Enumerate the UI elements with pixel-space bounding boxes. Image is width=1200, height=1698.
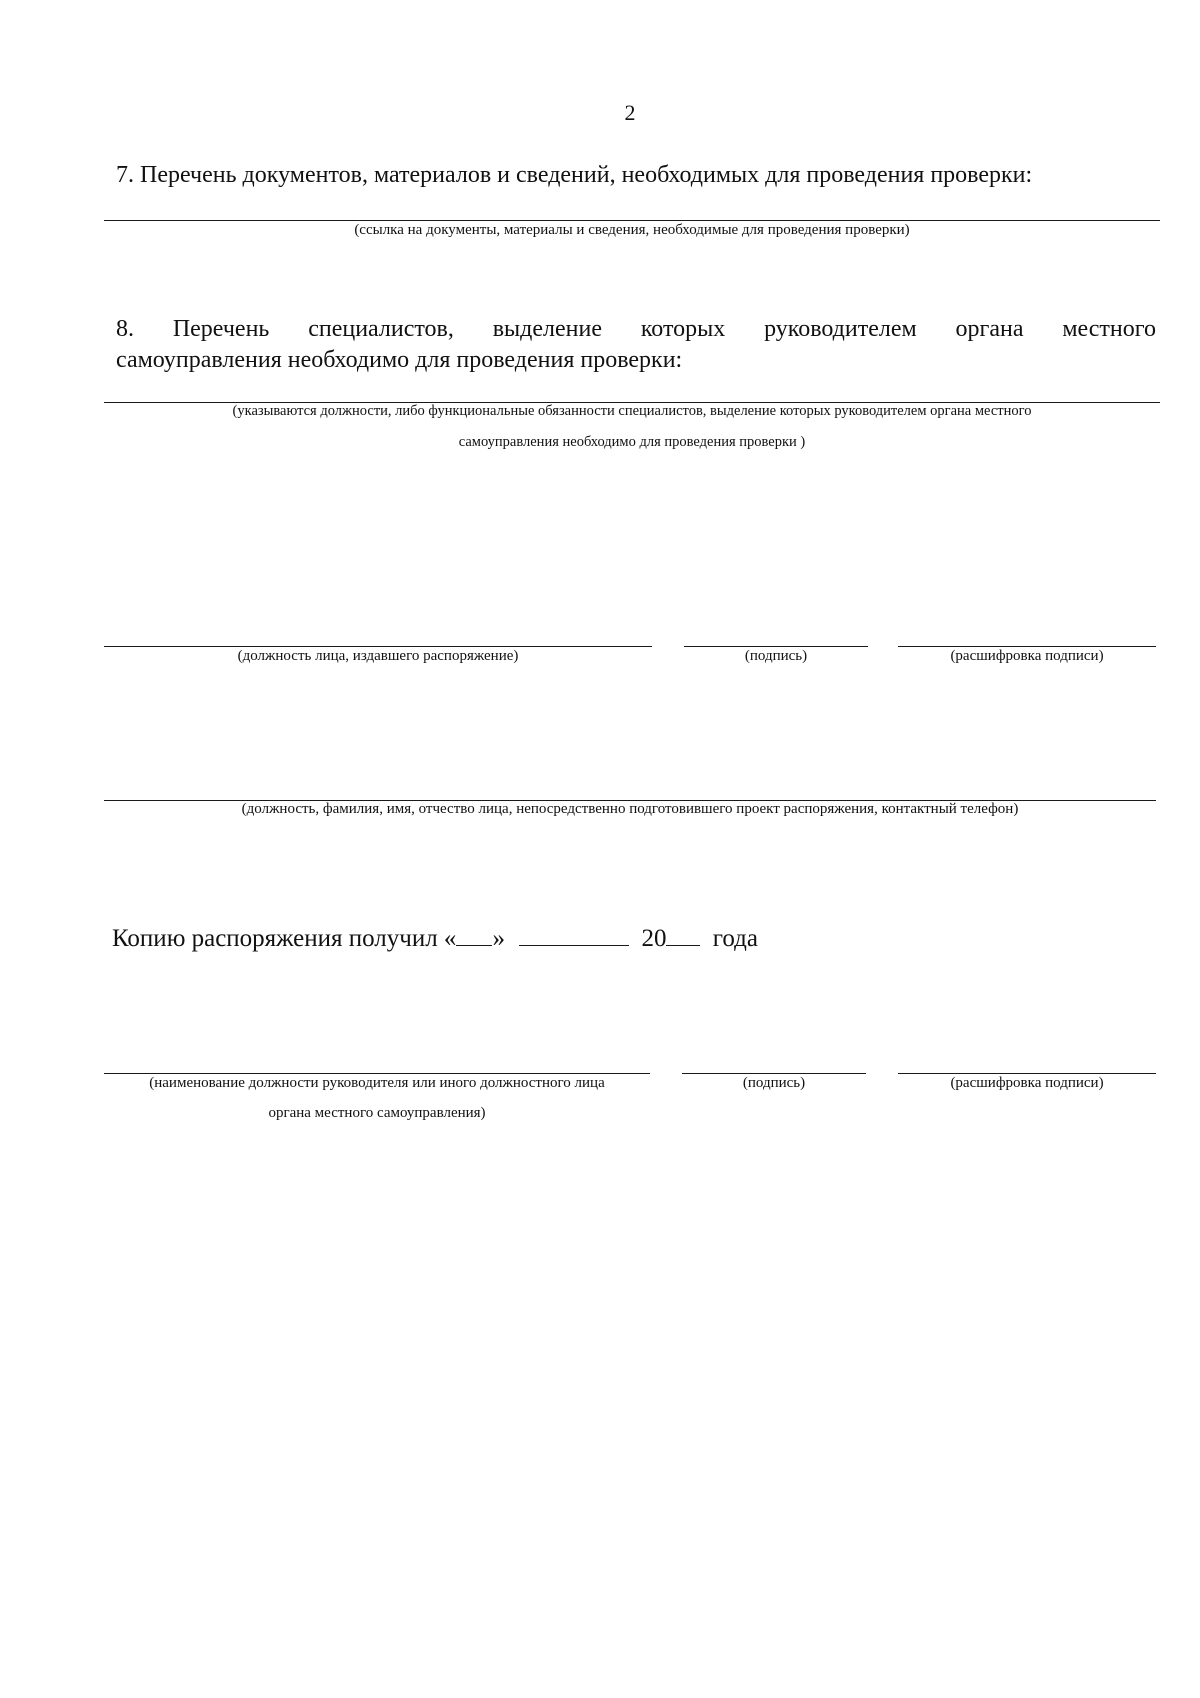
issuer-signature-caption: (подпись) bbox=[744, 648, 808, 664]
section-8-caption-line-1: (указываются должности, либо функциональные обязанности специалистов, выделение которых руководителем органа местного bbox=[232, 403, 1032, 419]
copy-received-month-field[interactable] bbox=[519, 923, 629, 946]
page-number: 2 bbox=[624, 100, 636, 125]
recipient-position-caption-line-1: (наименование должности руководителя или иного должностного лица bbox=[149, 1075, 605, 1091]
copy-received-day-field[interactable] bbox=[456, 923, 492, 946]
recipient-position-caption-line-2: органа местного самоуправления) bbox=[268, 1105, 486, 1121]
section-8-heading-line-2: самоуправления необходимо для проведения проверки: bbox=[116, 347, 683, 373]
issuer-decryption-caption: (расшифровка подписи) bbox=[950, 648, 1104, 664]
copy-received-year-prefix: 20 bbox=[641, 925, 667, 952]
section-8-caption-line-2: самоуправления необходимо для проведения проверки ) bbox=[458, 434, 806, 450]
recipient-decryption-caption: (расшифровка подписи) bbox=[950, 1075, 1104, 1091]
section-7-heading: 7. Перечень документов, материалов и сведений, необходимых для проведения проверки: bbox=[116, 162, 1033, 188]
section-8-heading-line-1: 8. Перечень специалистов, выделение которых руководителем органа местного bbox=[116, 316, 1156, 342]
preparer-caption: (должность, фамилия, имя, отчество лица, непосредственно подготовившего проект распоряжения, контактный телефон) bbox=[241, 801, 1019, 817]
copy-received-quote-close: » bbox=[492, 925, 505, 952]
issuer-position-caption: (должность лица, издавшего распоряжение) bbox=[237, 648, 519, 664]
copy-received-text-start: Копию распоряжения получил « bbox=[112, 925, 457, 952]
copy-received-line bbox=[112, 923, 758, 954]
recipient-signature-caption: (подпись) bbox=[742, 1075, 806, 1091]
section-7-caption: (ссылка на документы, материалы и сведения, необходимые для проведения проверки) bbox=[354, 222, 910, 238]
copy-received-text-end: года bbox=[712, 925, 758, 952]
copy-received-year-field[interactable] bbox=[666, 923, 700, 946]
